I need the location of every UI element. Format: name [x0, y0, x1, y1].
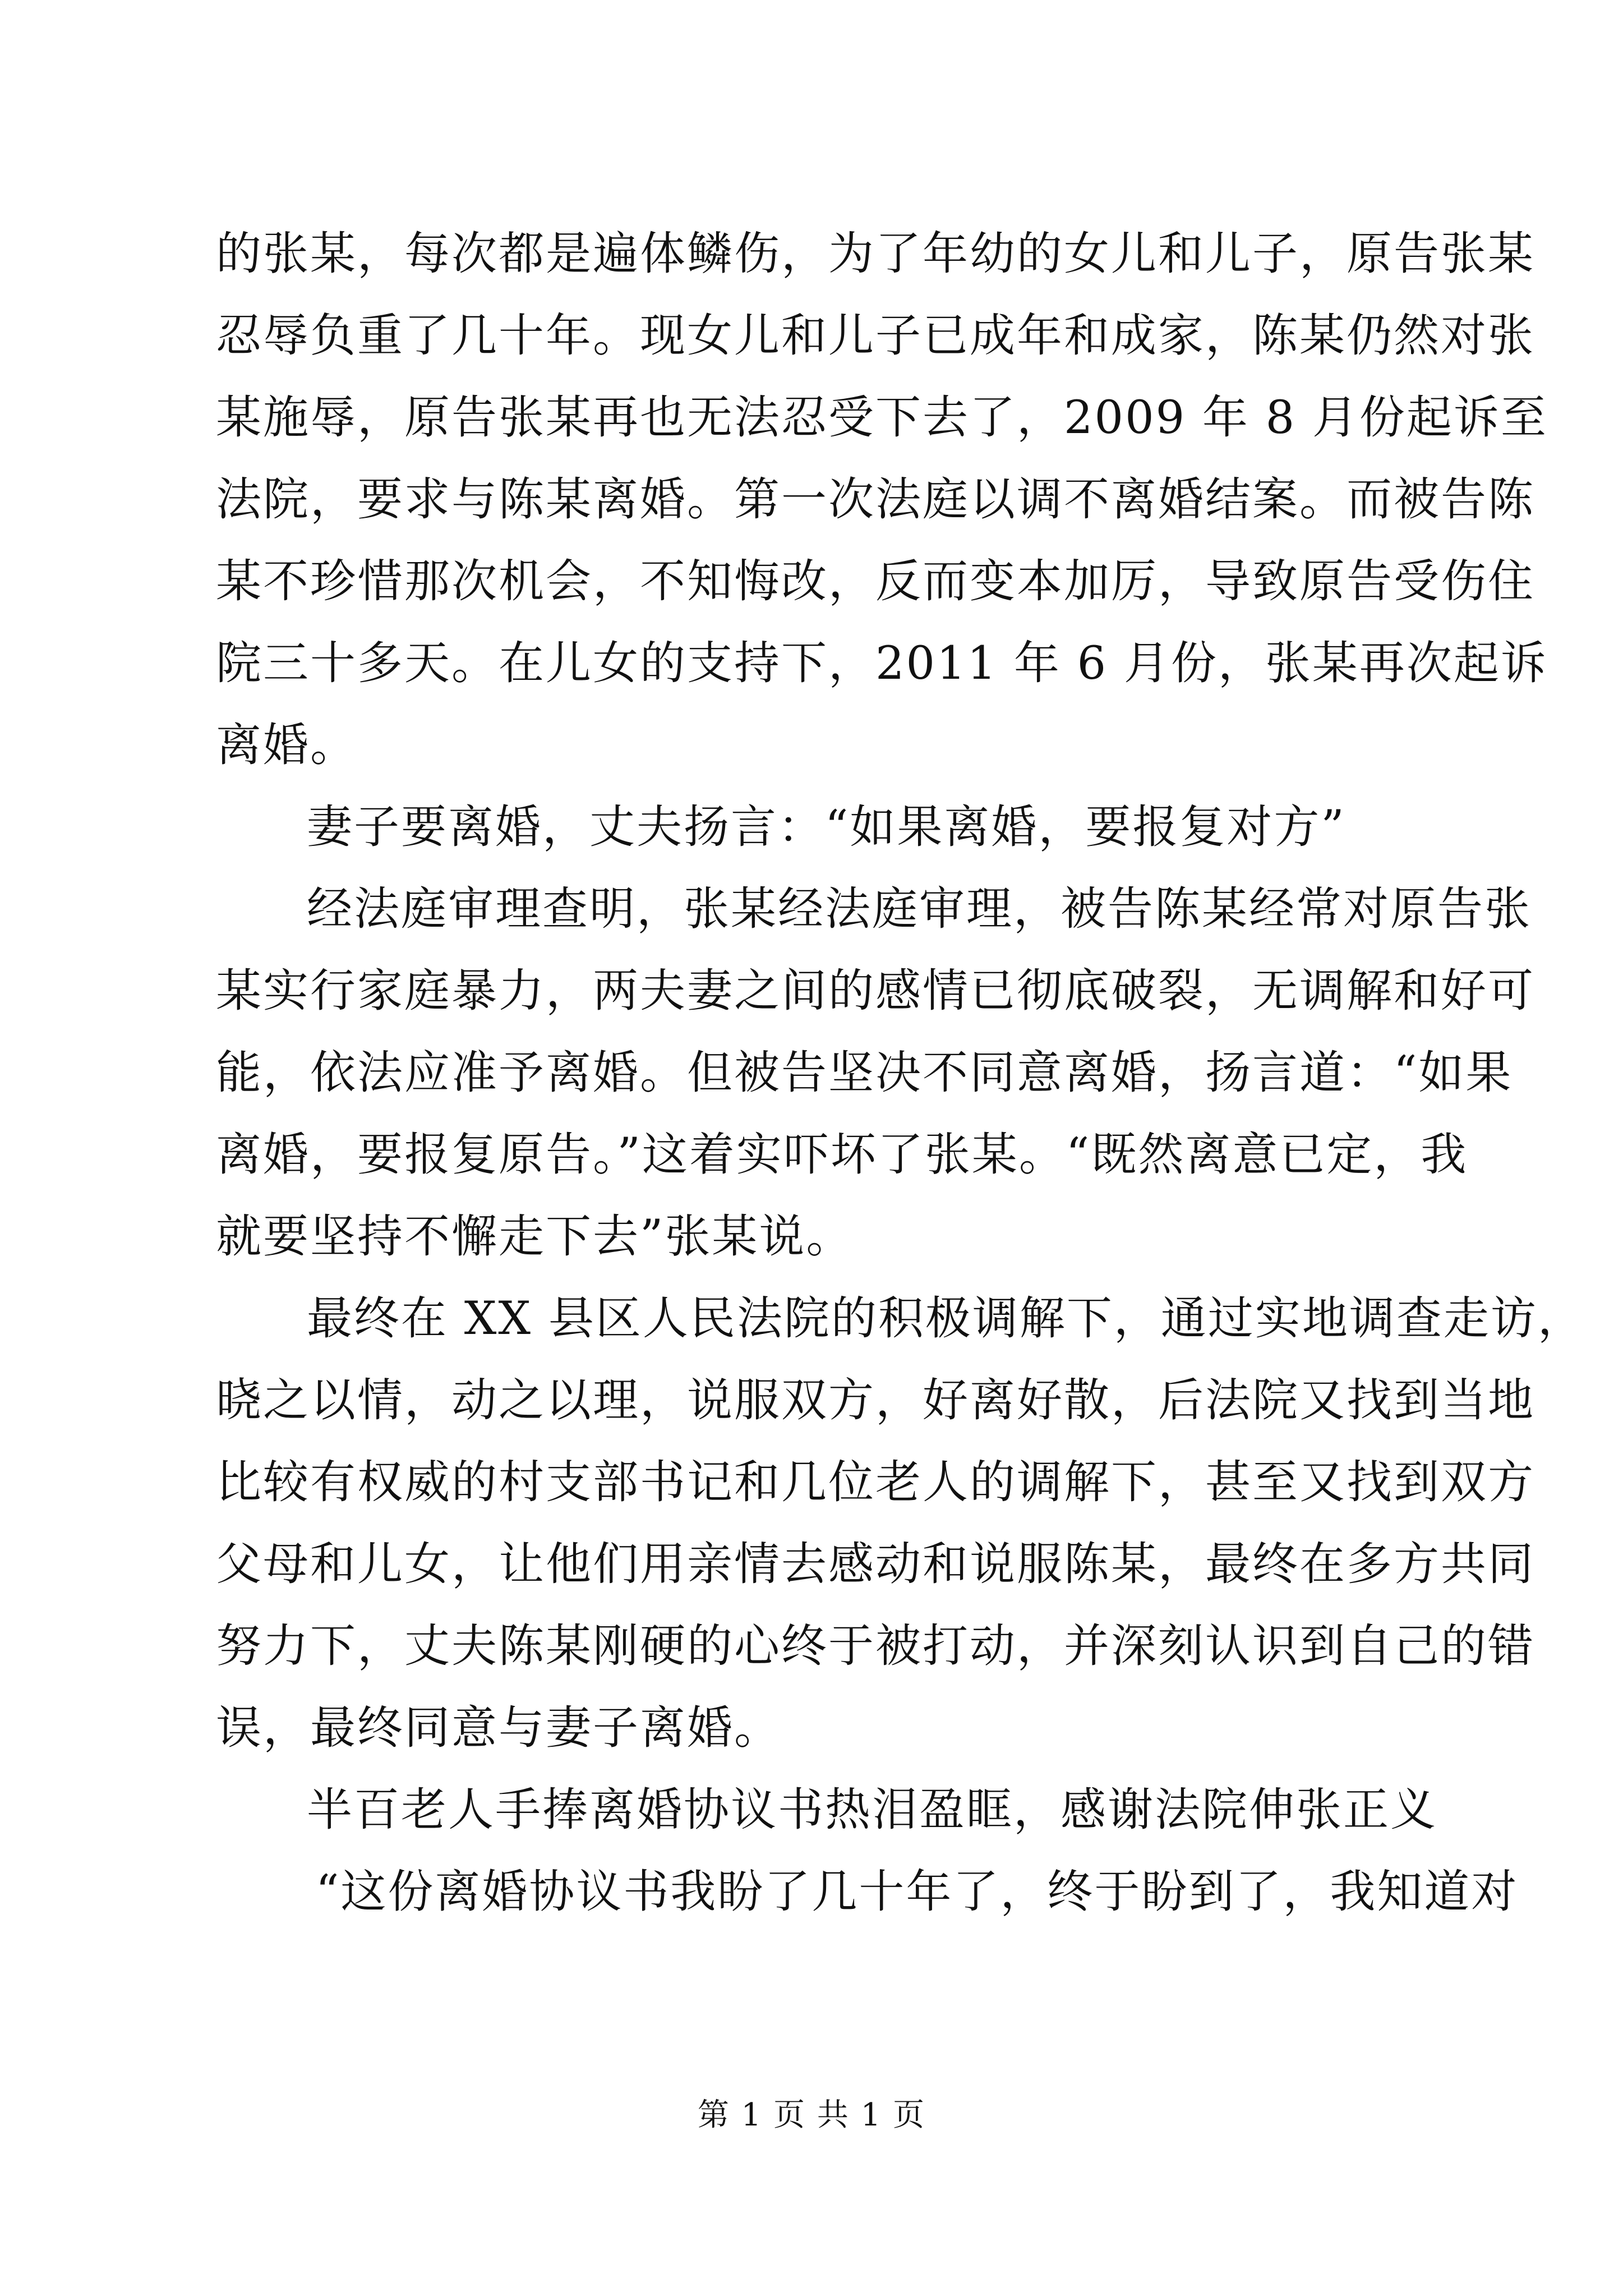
text-line: 离婚，要报复原告。”这着实吓坏了张某。“既然离意已定，我: [216, 1129, 1468, 1181]
text-line: 最终在 XX 县区人民法院的积极调解下，通过实地调查走访，: [307, 1292, 1585, 1345]
text-line: 某实行家庭暴力，两夫妻之间的感情已彻底破裂，无调解和好可: [216, 965, 1536, 1018]
section-heading: 妻子要离婚，丈夫扬言：“如果离婚，要报复对方”: [307, 801, 1346, 854]
text-line: 比较有权威的村支部书记和几位老人的调解下，甚至又找到双方: [216, 1456, 1536, 1509]
text-line: 法院，要求与陈某离婚。第一次法庭以调不离婚结案。而被告陈: [216, 473, 1536, 526]
text-line: “这份离婚协议书我盼了几十年了，终于盼到了，我知道对: [316, 1866, 1519, 1918]
text-line: 忍辱负重了几十年。现女儿和儿子已成年和成家，陈某仍然对张: [216, 310, 1536, 362]
text-line: 的张某，每次都是遍体鳞伤，为了年幼的女儿和儿子，原告张某: [216, 228, 1536, 280]
page-footer: 第 1 页 共 1 页: [697, 2097, 926, 2133]
text-line: 努力下，丈夫陈某刚硬的心终于被打动，并深刻认识到自己的错: [216, 1620, 1536, 1673]
text-line: 某施辱，原告张某再也无法忍受下去了，2009 年 8 月份起诉至: [216, 392, 1548, 444]
text-line: 就要坚持不懈走下去”张某说。: [216, 1211, 854, 1263]
section-heading: 半百老人手捧离婚协议书热泪盈眶，感谢法院伸张正义: [307, 1784, 1438, 1837]
text-line: 某不珍惜那次机会，不知悔改，反而变本加厉，导致原告受伤住: [216, 555, 1536, 608]
text-line: 父母和儿女，让他们用亲情去感动和说服陈某，最终在多方共同: [216, 1538, 1536, 1591]
text-line: 经法庭审理查明，张某经法庭审理，被告陈某经常对原告张: [307, 883, 1532, 936]
document-body: [216, 213, 1585, 1933]
text-line: 能，依法应准予离婚。但被告坚决不同意离婚，扬言道：“如果: [216, 1047, 1513, 1099]
text-line: 误，最终同意与妻子离婚。: [216, 1702, 782, 1755]
text-line: 院三十多天。在儿女的支持下，2011 年 6 月份，张某再次起诉: [216, 637, 1548, 690]
text-line: 离婚。: [216, 719, 358, 772]
text-line: 晓之以情，动之以理，说服双方，好离好散，后法院又找到当地: [216, 1374, 1536, 1427]
